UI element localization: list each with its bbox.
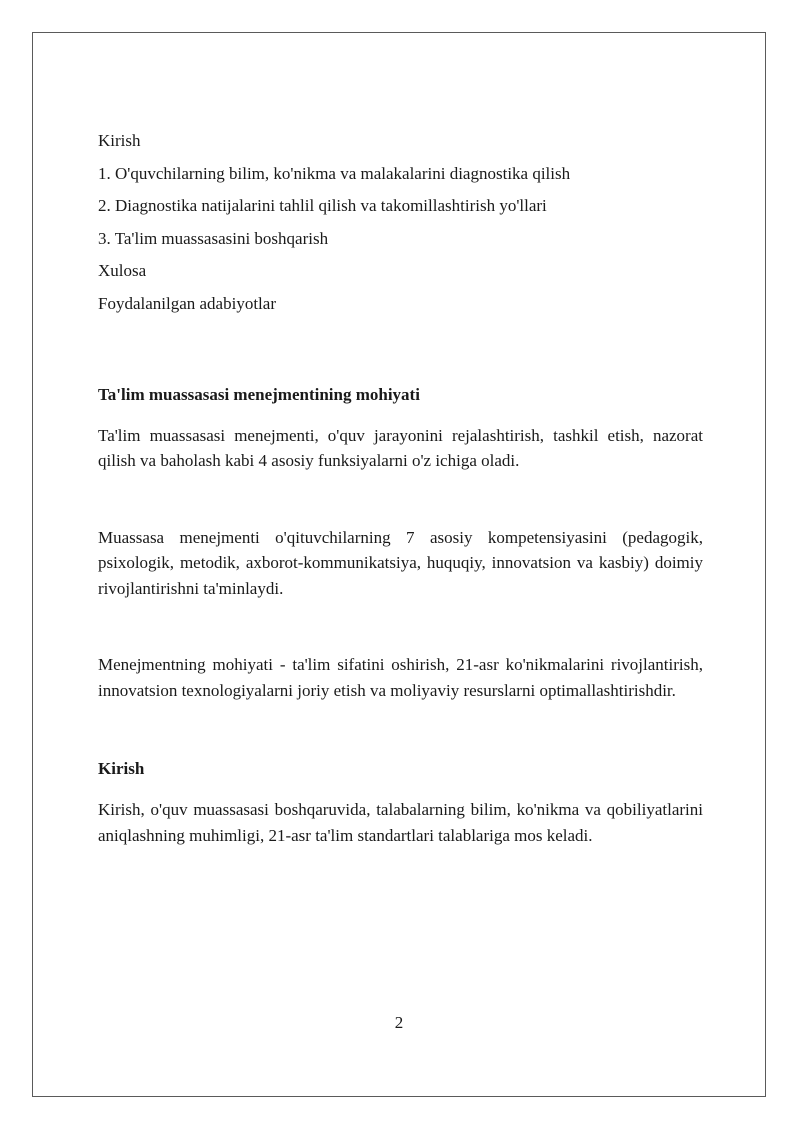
toc-item-references: Foydalanilgan adabiyotlar [98,293,276,313]
toc-item-3: 3. Ta'lim muassasasini boshqarish [98,228,329,248]
toc-item-2: 2. Diagnostika natijalarini tahlil qilish va takomillashtirish yo'llari [98,196,547,216]
page-number: 2 [394,1013,404,1032]
page-content [98,128,703,848]
paragraph: Kirish, o'quv muassasasi boshqaruvida, talabalarning bilim, ko'nikma va qobiliyatlarini aniqlashning muhimligi, 21-asr ta'lim standartlari talablariga mos keladi. [98,800,703,845]
paragraph: Menejmentning mohiyati - ta'lim sifatini oshirish, 21-asr ko'nikmalarini rivojlantirish, innovatsion texnologiyalarni joriy etish va moliyaviy resurslarni optimallashtirishdir. [98,655,703,700]
paragraph: Ta'lim muassasasi menejmenti, o'quv jarayonini rejalashtirish, tashkil etish, nazorat qilish va baholash kabi 4 asosiy funksiyalarni o'z ichiga oladi. [98,425,703,471]
paragraph: Muassasa menejmenti o'qituvchilarning 7 asosiy kompetensiyasini (pedagogik, psixologik, metodik, axborot-kommunikatsiya, huquqiy, innovatsion va kasbiy) doimiy rivojlantirishni ta'minlaydi. [98,527,703,598]
section-heading-intro: Kirish [98,759,145,779]
table-of-contents [98,128,703,324]
toc-item-intro: Kirish [98,131,141,150]
toc-item-conclusion: Xulosa [98,261,147,281]
document-page [32,32,766,1097]
toc-item-1: 1. O'quvchilarning bilim, ko'nikma va malakalarini diagnostika qilish [98,163,571,183]
section-heading-management: Ta'lim muassasasi menejmentining mohiyati [98,384,420,404]
